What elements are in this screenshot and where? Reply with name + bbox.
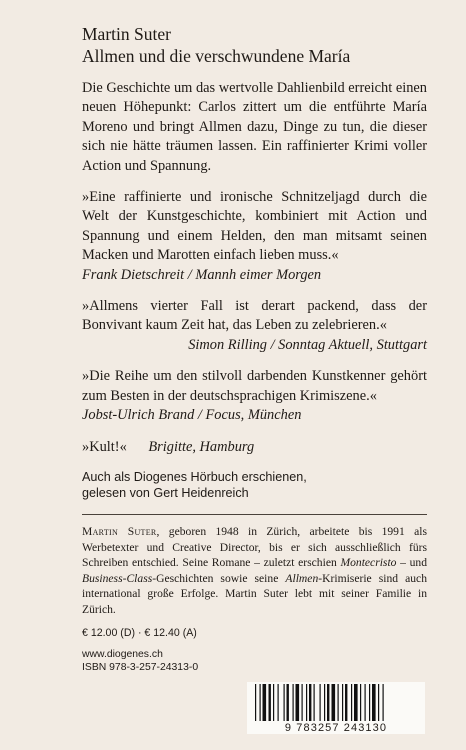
- review-quote-text: »Die Reihe um den stilvoll darbenden Kunstkenner gehört zum Besten in der deutschsprachigen Krimiszene.«: [82, 368, 427, 404]
- author-bio-text: -Geschichten sowie seine: [152, 571, 286, 585]
- review-quote-4: [82, 438, 427, 457]
- review-quote-1: [82, 188, 427, 285]
- author-bio-work: Business-Class: [82, 571, 153, 585]
- price-label: € 12.00 (D) · € 12.40 (A): [82, 627, 197, 639]
- isbn-barcode: [247, 682, 425, 734]
- author-bio-text: -Krimiserie sind auch international große Erfolge. Martin Suter lebt mit seiner Familie in Zürich.: [82, 571, 427, 616]
- audiobook-line-1: Auch als Diogenes Hörbuch erschienen,: [82, 469, 307, 484]
- author-bio-text: – und: [396, 556, 427, 570]
- review-quote-text: »Eine raffinierte und ironische Schnitzeljagd durch die Welt der Kunstgeschichte, kombiniert mit Action und Spannung und einem Helden, den man mitsamt seinen Macken und Marotten einfach lieben muss.«: [82, 189, 427, 264]
- review-quote-source: Simon Rilling / Sonntag Aktuell, Stuttgart: [188, 336, 427, 353]
- review-quote-2: [82, 297, 427, 355]
- book-blurb: Die Geschichte um das wertvolle Dahlienbild erreicht einen neuen Höhepunkt: Carlos zittert um die entführte María Moreno und bringt Allmen dazu, Dinge zu tun, die dieser sich nie hätte träumen lassen. Ein raffinierter Krimi voller Action und Spannung.: [82, 80, 427, 174]
- audiobook-notice: [82, 469, 427, 502]
- review-quote-source: Brigitte, Hamburg: [148, 438, 255, 455]
- isbn-label: ISBN 978-3-257-24313-0: [82, 662, 199, 673]
- book-title: Allmen und die verschwundene María: [82, 46, 351, 66]
- barcode-digits: 9 783257 243130: [284, 722, 388, 734]
- author-bio-work: Allmen: [285, 571, 319, 585]
- author-bio-name: Martin Suter: [82, 524, 157, 538]
- review-quote-source: Jobst-Ulrich Brand / Focus, München: [82, 407, 302, 424]
- author-name: Martin Suter: [82, 24, 171, 44]
- barcode-bars: [247, 682, 425, 723]
- back-cover-text: [82, 23, 427, 617]
- author-bio-work: Montecristo: [340, 556, 397, 570]
- publisher-footer: [82, 627, 427, 675]
- review-quote-text: »Allmens vierter Fall ist derart packend, dass der Bonvivant kaum Zeit hat, das Leben zu zelebrieren.«: [82, 298, 427, 334]
- review-quote-source: Frank Dietschreit / Mannh eimer Morgen: [82, 266, 322, 283]
- review-quote-3: [82, 367, 427, 425]
- audiobook-line-2: gelesen von Gert Heidenreich: [82, 486, 249, 501]
- author-bio: [82, 524, 427, 618]
- author-bio-text: , geboren 1948 in Zürich, arbeitete bis 1991 als Werbetexter und Creative Director, bis er sich ausschließlich fürs Schreiben entschied. Seine Romane – zuletzt erschien: [82, 524, 427, 570]
- review-quote-text: »Kult!«: [82, 438, 127, 455]
- divider: [82, 514, 427, 515]
- website-label: www.diogenes.ch: [82, 648, 163, 660]
